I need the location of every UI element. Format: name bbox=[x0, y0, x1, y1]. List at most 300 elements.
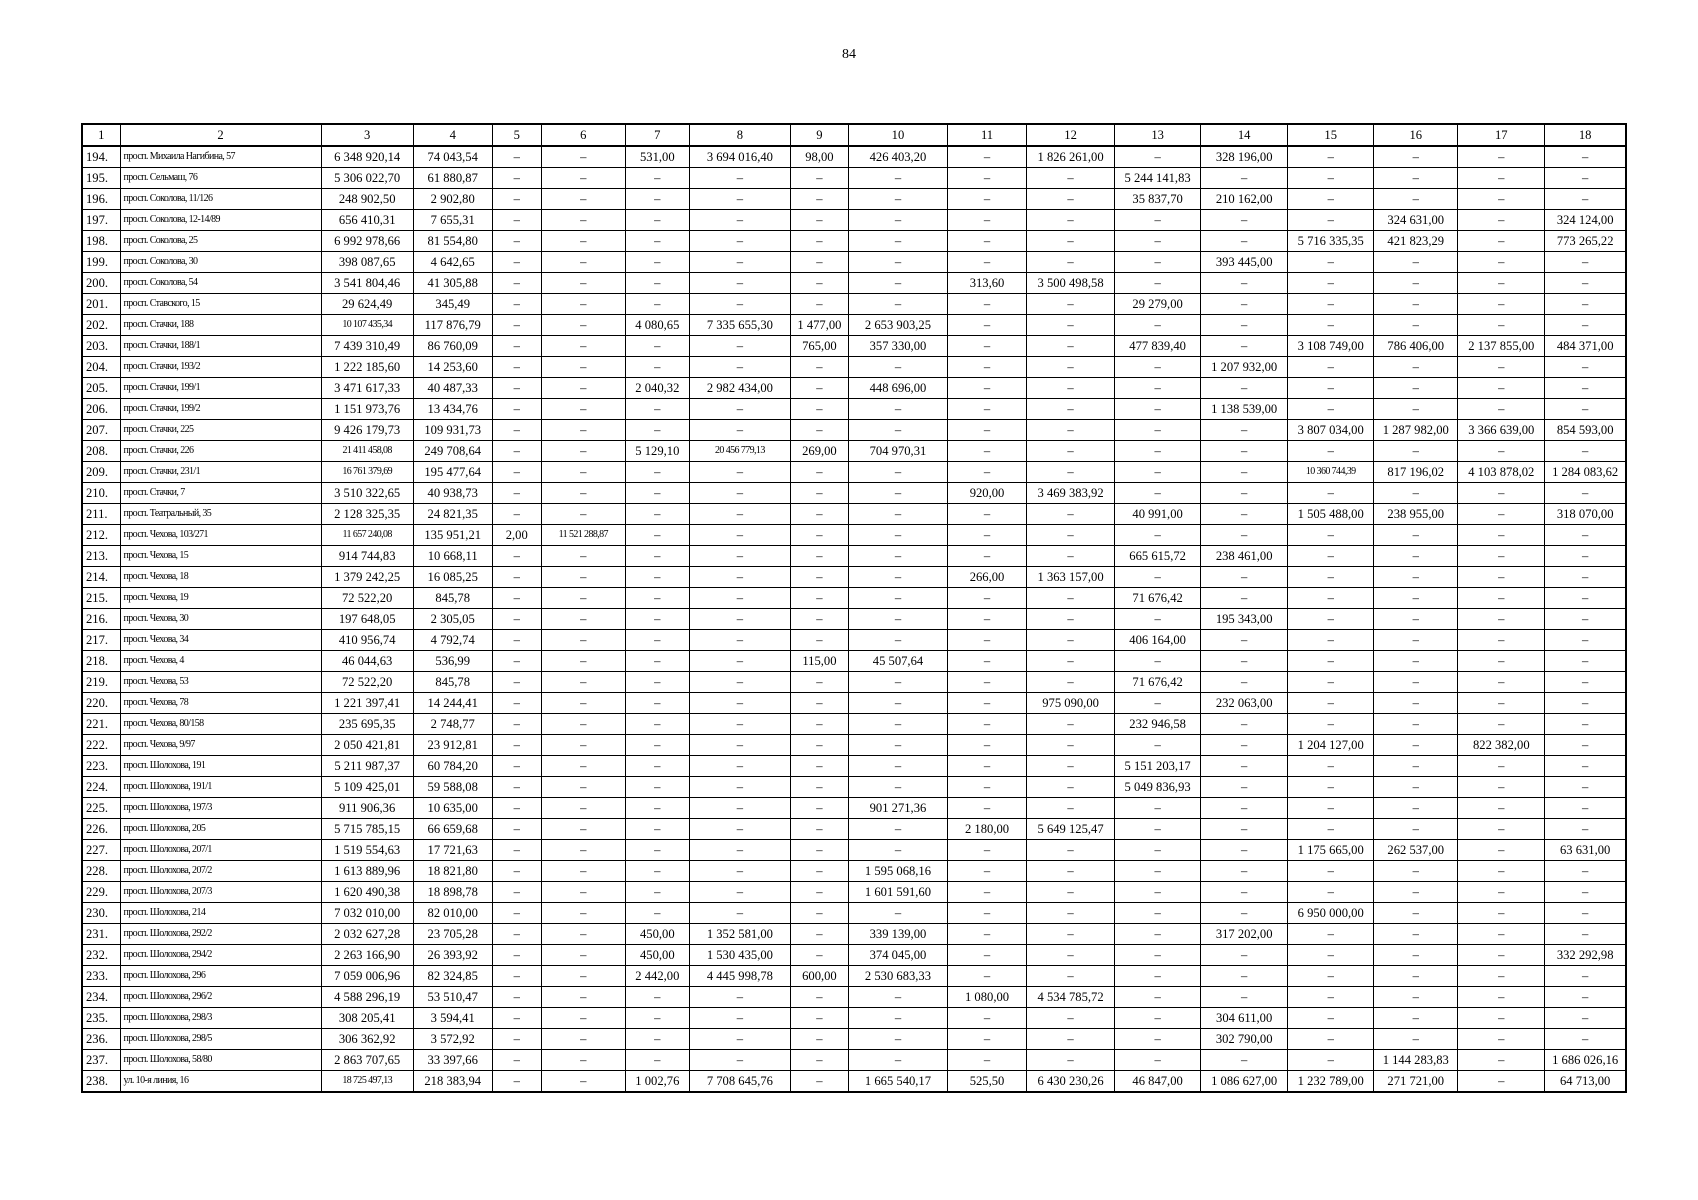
column-header: 6 bbox=[541, 124, 625, 146]
value-cell: – bbox=[1288, 441, 1374, 462]
value-cell: 235 695,35 bbox=[321, 714, 413, 735]
address-cell: просп. Михаила Нагибина, 57 bbox=[120, 146, 321, 168]
value-cell: – bbox=[948, 924, 1027, 945]
value-cell: – bbox=[790, 777, 848, 798]
value-cell: 81 554,80 bbox=[413, 231, 492, 252]
value-cell: – bbox=[625, 210, 689, 231]
value-cell: – bbox=[1458, 903, 1545, 924]
value-cell: – bbox=[948, 609, 1027, 630]
address-cell: просп. Чехова, 78 bbox=[120, 693, 321, 714]
value-cell: 71 676,42 bbox=[1115, 588, 1201, 609]
value-cell: 2 137 855,00 bbox=[1458, 336, 1545, 357]
row-number-cell: 205. bbox=[82, 378, 120, 399]
value-cell: – bbox=[1374, 798, 1458, 819]
value-cell: 1 222 185,60 bbox=[321, 357, 413, 378]
value-cell: – bbox=[1201, 777, 1288, 798]
row-number-cell: 203. bbox=[82, 336, 120, 357]
value-cell: – bbox=[1374, 525, 1458, 546]
value-cell: – bbox=[848, 420, 947, 441]
value-cell: – bbox=[541, 357, 625, 378]
value-cell: – bbox=[541, 441, 625, 462]
row-number-cell: 200. bbox=[82, 273, 120, 294]
value-cell: – bbox=[1458, 1008, 1545, 1029]
table-row bbox=[82, 735, 1626, 756]
value-cell: 14 244,41 bbox=[413, 693, 492, 714]
value-cell: – bbox=[1458, 210, 1545, 231]
value-cell: – bbox=[1201, 567, 1288, 588]
value-cell: 21 411 458,08 bbox=[321, 441, 413, 462]
value-cell: – bbox=[1027, 777, 1115, 798]
value-cell: – bbox=[625, 903, 689, 924]
value-cell: – bbox=[848, 189, 947, 210]
value-cell: – bbox=[1374, 966, 1458, 987]
value-cell: – bbox=[1201, 462, 1288, 483]
value-cell: – bbox=[689, 483, 790, 504]
value-cell: – bbox=[689, 294, 790, 315]
value-cell: – bbox=[790, 840, 848, 861]
value-cell: 74 043,54 bbox=[413, 146, 492, 168]
row-number-cell: 231. bbox=[82, 924, 120, 945]
value-cell: – bbox=[1374, 315, 1458, 336]
value-cell: – bbox=[1201, 630, 1288, 651]
value-cell: – bbox=[541, 840, 625, 861]
value-cell: – bbox=[689, 756, 790, 777]
value-cell: – bbox=[541, 504, 625, 525]
table-row bbox=[82, 924, 1626, 945]
value-cell: 817 196,02 bbox=[1374, 462, 1458, 483]
value-cell: – bbox=[1458, 168, 1545, 189]
table-row bbox=[82, 168, 1626, 189]
value-cell: – bbox=[848, 609, 947, 630]
value-cell: – bbox=[1458, 1029, 1545, 1050]
value-cell: – bbox=[541, 924, 625, 945]
value-cell: – bbox=[689, 273, 790, 294]
value-cell: – bbox=[492, 966, 541, 987]
table-row bbox=[82, 861, 1626, 882]
page-number: 84 bbox=[842, 47, 856, 62]
value-cell: 23 912,81 bbox=[413, 735, 492, 756]
address-cell: просп. Стачки, 188 bbox=[120, 315, 321, 336]
value-cell: 6 348 920,14 bbox=[321, 146, 413, 168]
value-cell: – bbox=[790, 819, 848, 840]
value-cell: 357 330,00 bbox=[848, 336, 947, 357]
value-cell: – bbox=[625, 735, 689, 756]
value-cell: 1 477,00 bbox=[790, 315, 848, 336]
value-cell: 238 461,00 bbox=[1201, 546, 1288, 567]
value-cell: – bbox=[1288, 945, 1374, 966]
value-cell: – bbox=[948, 378, 1027, 399]
value-cell: – bbox=[1115, 651, 1201, 672]
value-cell: – bbox=[1115, 378, 1201, 399]
value-cell: 3 594,41 bbox=[413, 1008, 492, 1029]
value-cell: – bbox=[1374, 588, 1458, 609]
value-cell: – bbox=[492, 840, 541, 861]
value-cell: – bbox=[1458, 483, 1545, 504]
value-cell: 266,00 bbox=[948, 567, 1027, 588]
value-cell: – bbox=[1027, 966, 1115, 987]
value-cell: – bbox=[1027, 840, 1115, 861]
address-cell: просп. Сельмаш, 76 bbox=[120, 168, 321, 189]
value-cell: – bbox=[625, 672, 689, 693]
value-cell: – bbox=[689, 840, 790, 861]
value-cell: – bbox=[1201, 756, 1288, 777]
value-cell: – bbox=[625, 693, 689, 714]
value-cell: – bbox=[790, 483, 848, 504]
value-cell: – bbox=[541, 693, 625, 714]
value-cell: – bbox=[1288, 294, 1374, 315]
value-cell: – bbox=[790, 693, 848, 714]
row-number-cell: 195. bbox=[82, 168, 120, 189]
row-number-cell: 197. bbox=[82, 210, 120, 231]
value-cell: – bbox=[790, 630, 848, 651]
value-cell: – bbox=[1288, 146, 1374, 168]
value-cell: 765,00 bbox=[790, 336, 848, 357]
value-cell: 109 931,73 bbox=[413, 420, 492, 441]
value-cell: 7 335 655,30 bbox=[689, 315, 790, 336]
value-cell: – bbox=[1115, 735, 1201, 756]
address-cell: просп. Чехова, 30 bbox=[120, 609, 321, 630]
value-cell: – bbox=[790, 420, 848, 441]
value-cell: – bbox=[689, 189, 790, 210]
value-cell: – bbox=[492, 819, 541, 840]
value-cell: – bbox=[1288, 693, 1374, 714]
address-cell: просп. Шолохова, 214 bbox=[120, 903, 321, 924]
value-cell: 2 180,00 bbox=[948, 819, 1027, 840]
address-cell: просп. Шолохова, 298/3 bbox=[120, 1008, 321, 1029]
value-cell: – bbox=[1027, 525, 1115, 546]
value-cell: 406 164,00 bbox=[1115, 630, 1201, 651]
value-cell: 23 705,28 bbox=[413, 924, 492, 945]
value-cell: – bbox=[1545, 714, 1626, 735]
address-cell: просп. Стачки, 231/1 bbox=[120, 462, 321, 483]
value-cell: – bbox=[1374, 189, 1458, 210]
value-cell: – bbox=[1027, 315, 1115, 336]
value-cell: – bbox=[1288, 588, 1374, 609]
row-number-cell: 209. bbox=[82, 462, 120, 483]
value-cell: 232 063,00 bbox=[1201, 693, 1288, 714]
value-cell: 845,78 bbox=[413, 588, 492, 609]
value-cell: – bbox=[541, 1071, 625, 1093]
address-cell: просп. Чехова, 80/158 bbox=[120, 714, 321, 735]
row-number-cell: 199. bbox=[82, 252, 120, 273]
value-cell: – bbox=[625, 567, 689, 588]
value-cell: – bbox=[625, 168, 689, 189]
value-cell: – bbox=[689, 420, 790, 441]
value-cell: – bbox=[1027, 903, 1115, 924]
value-cell: 4 792,74 bbox=[413, 630, 492, 651]
value-cell: 1 086 627,00 bbox=[1201, 1071, 1288, 1093]
value-cell: – bbox=[541, 609, 625, 630]
value-cell: 7 032 010,00 bbox=[321, 903, 413, 924]
value-cell: – bbox=[492, 630, 541, 651]
value-cell: – bbox=[1458, 525, 1545, 546]
value-cell: – bbox=[1458, 294, 1545, 315]
value-cell: – bbox=[492, 798, 541, 819]
value-cell: – bbox=[689, 525, 790, 546]
value-cell: 448 696,00 bbox=[848, 378, 947, 399]
value-cell: 5 716 335,35 bbox=[1288, 231, 1374, 252]
column-header: 8 bbox=[689, 124, 790, 146]
value-cell: 1 379 242,25 bbox=[321, 567, 413, 588]
value-cell: – bbox=[948, 189, 1027, 210]
value-cell: 2 748,77 bbox=[413, 714, 492, 735]
value-cell: – bbox=[1545, 966, 1626, 987]
value-cell: – bbox=[948, 462, 1027, 483]
value-cell: – bbox=[1201, 840, 1288, 861]
value-cell: – bbox=[848, 546, 947, 567]
value-cell: – bbox=[1288, 609, 1374, 630]
value-cell: 1 826 261,00 bbox=[1027, 146, 1115, 168]
value-cell: – bbox=[492, 735, 541, 756]
value-cell: – bbox=[625, 630, 689, 651]
value-cell: – bbox=[625, 798, 689, 819]
value-cell: – bbox=[790, 861, 848, 882]
value-cell: – bbox=[790, 987, 848, 1008]
value-cell: 1 002,76 bbox=[625, 1071, 689, 1093]
value-cell: 2 863 707,65 bbox=[321, 1050, 413, 1071]
value-cell: – bbox=[492, 1050, 541, 1071]
value-cell: – bbox=[848, 504, 947, 525]
value-cell: – bbox=[790, 1050, 848, 1071]
value-cell: 1 613 889,96 bbox=[321, 861, 413, 882]
value-cell: – bbox=[689, 588, 790, 609]
value-cell: – bbox=[689, 609, 790, 630]
value-cell: – bbox=[625, 252, 689, 273]
value-cell: – bbox=[1115, 903, 1201, 924]
value-cell: – bbox=[689, 777, 790, 798]
value-cell: – bbox=[689, 1008, 790, 1029]
value-cell: – bbox=[492, 504, 541, 525]
value-cell: – bbox=[1027, 420, 1115, 441]
table-row bbox=[82, 1008, 1626, 1029]
value-cell: 218 383,94 bbox=[413, 1071, 492, 1093]
value-cell: – bbox=[1288, 315, 1374, 336]
value-cell: 7 059 006,96 bbox=[321, 966, 413, 987]
value-cell: – bbox=[1027, 924, 1115, 945]
value-cell: 2 128 325,35 bbox=[321, 504, 413, 525]
value-cell: – bbox=[541, 735, 625, 756]
value-cell: 339 139,00 bbox=[848, 924, 947, 945]
value-cell: 10 360 744,39 bbox=[1288, 462, 1374, 483]
value-cell: – bbox=[492, 168, 541, 189]
value-cell: 5 049 836,93 bbox=[1115, 777, 1201, 798]
value-cell: 115,00 bbox=[790, 651, 848, 672]
value-cell: – bbox=[1288, 168, 1374, 189]
value-cell: – bbox=[1115, 609, 1201, 630]
address-cell: просп. Соколова, 12-14/89 bbox=[120, 210, 321, 231]
value-cell: – bbox=[1458, 651, 1545, 672]
value-cell: – bbox=[948, 714, 1027, 735]
value-cell: 40 938,73 bbox=[413, 483, 492, 504]
value-cell: – bbox=[848, 483, 947, 504]
value-cell: – bbox=[1374, 861, 1458, 882]
value-cell: – bbox=[848, 672, 947, 693]
value-cell: 914 744,83 bbox=[321, 546, 413, 567]
value-cell: 704 970,31 bbox=[848, 441, 947, 462]
value-cell: 1 221 397,41 bbox=[321, 693, 413, 714]
value-cell: 665 615,72 bbox=[1115, 546, 1201, 567]
value-cell: 421 823,29 bbox=[1374, 231, 1458, 252]
value-cell: – bbox=[1027, 546, 1115, 567]
value-cell: – bbox=[1458, 399, 1545, 420]
value-cell: – bbox=[492, 693, 541, 714]
value-cell: – bbox=[948, 777, 1027, 798]
value-cell: 426 403,20 bbox=[848, 146, 947, 168]
value-cell: – bbox=[1545, 189, 1626, 210]
value-cell: – bbox=[1458, 588, 1545, 609]
value-cell: – bbox=[492, 777, 541, 798]
value-cell: 45 507,64 bbox=[848, 651, 947, 672]
value-cell: – bbox=[625, 609, 689, 630]
value-cell: – bbox=[1288, 756, 1374, 777]
address-cell: просп. Соколова, 54 bbox=[120, 273, 321, 294]
value-cell: – bbox=[689, 735, 790, 756]
value-cell: – bbox=[1458, 378, 1545, 399]
value-cell: – bbox=[625, 777, 689, 798]
value-cell: – bbox=[1545, 546, 1626, 567]
value-cell: – bbox=[1374, 819, 1458, 840]
value-cell: – bbox=[1288, 987, 1374, 1008]
value-cell: 3 469 383,92 bbox=[1027, 483, 1115, 504]
value-cell: – bbox=[790, 798, 848, 819]
value-cell: – bbox=[492, 231, 541, 252]
value-cell: 40 991,00 bbox=[1115, 504, 1201, 525]
value-cell: – bbox=[1201, 945, 1288, 966]
value-cell: – bbox=[790, 735, 848, 756]
value-cell: 2 050 421,81 bbox=[321, 735, 413, 756]
value-cell: 3 694 016,40 bbox=[689, 146, 790, 168]
value-cell: – bbox=[492, 252, 541, 273]
value-cell: – bbox=[1458, 945, 1545, 966]
value-cell: 410 956,74 bbox=[321, 630, 413, 651]
value-cell: – bbox=[1201, 882, 1288, 903]
value-cell: – bbox=[1027, 1050, 1115, 1071]
value-cell: – bbox=[1545, 882, 1626, 903]
value-cell: – bbox=[1288, 966, 1374, 987]
value-cell: – bbox=[689, 798, 790, 819]
address-cell: просп. Чехова, 15 bbox=[120, 546, 321, 567]
row-number-cell: 238. bbox=[82, 1071, 120, 1093]
value-cell: – bbox=[625, 987, 689, 1008]
value-cell: – bbox=[1115, 567, 1201, 588]
value-cell: – bbox=[1115, 882, 1201, 903]
value-cell: – bbox=[541, 567, 625, 588]
address-cell: просп. Стачки, 7 bbox=[120, 483, 321, 504]
value-cell: 195 343,00 bbox=[1201, 609, 1288, 630]
value-cell: – bbox=[848, 777, 947, 798]
value-cell: 3 366 639,00 bbox=[1458, 420, 1545, 441]
table-row bbox=[82, 357, 1626, 378]
value-cell: – bbox=[1374, 903, 1458, 924]
value-cell: – bbox=[1545, 315, 1626, 336]
value-cell: 4 534 785,72 bbox=[1027, 987, 1115, 1008]
value-cell: – bbox=[1458, 924, 1545, 945]
value-cell: – bbox=[848, 735, 947, 756]
value-cell: – bbox=[1374, 252, 1458, 273]
row-number-cell: 198. bbox=[82, 231, 120, 252]
value-cell: 332 292,98 bbox=[1545, 945, 1626, 966]
value-cell: – bbox=[1545, 294, 1626, 315]
table-row bbox=[82, 798, 1626, 819]
value-cell: 33 397,66 bbox=[413, 1050, 492, 1071]
value-cell: – bbox=[1374, 777, 1458, 798]
value-cell: – bbox=[1201, 861, 1288, 882]
value-cell: – bbox=[492, 294, 541, 315]
address-cell: просп. Шолохова, 205 bbox=[120, 819, 321, 840]
value-cell: – bbox=[625, 504, 689, 525]
value-cell: – bbox=[492, 1008, 541, 1029]
value-cell: – bbox=[541, 546, 625, 567]
value-cell: – bbox=[1545, 273, 1626, 294]
value-cell: – bbox=[848, 840, 947, 861]
value-cell: 18 898,78 bbox=[413, 882, 492, 903]
value-cell: – bbox=[541, 336, 625, 357]
value-cell: – bbox=[1201, 651, 1288, 672]
value-cell: 16 761 379,69 bbox=[321, 462, 413, 483]
value-cell: – bbox=[492, 756, 541, 777]
value-cell: – bbox=[1374, 399, 1458, 420]
value-cell: 195 477,64 bbox=[413, 462, 492, 483]
value-cell: – bbox=[492, 189, 541, 210]
value-cell: – bbox=[1458, 546, 1545, 567]
value-cell: – bbox=[1288, 210, 1374, 231]
address-cell: просп. Шолохова, 294/2 bbox=[120, 945, 321, 966]
value-cell: – bbox=[625, 273, 689, 294]
value-cell: 5 649 125,47 bbox=[1027, 819, 1115, 840]
value-cell: – bbox=[1458, 252, 1545, 273]
value-cell: 14 253,60 bbox=[413, 357, 492, 378]
value-cell: – bbox=[541, 861, 625, 882]
value-cell: – bbox=[848, 1008, 947, 1029]
value-cell: 920,00 bbox=[948, 483, 1027, 504]
value-cell: – bbox=[848, 693, 947, 714]
value-cell: – bbox=[1374, 630, 1458, 651]
value-cell: – bbox=[1374, 1008, 1458, 1029]
value-cell: – bbox=[625, 189, 689, 210]
value-cell: 2 982 434,00 bbox=[689, 378, 790, 399]
value-cell: – bbox=[790, 903, 848, 924]
value-cell: – bbox=[689, 357, 790, 378]
value-cell: – bbox=[1201, 903, 1288, 924]
value-cell: – bbox=[1288, 924, 1374, 945]
value-cell: – bbox=[848, 756, 947, 777]
value-cell: – bbox=[1201, 588, 1288, 609]
value-cell: – bbox=[625, 756, 689, 777]
value-cell: – bbox=[689, 336, 790, 357]
value-cell: 2,00 bbox=[492, 525, 541, 546]
value-cell: – bbox=[1115, 252, 1201, 273]
value-cell: – bbox=[1027, 651, 1115, 672]
value-cell: – bbox=[1545, 525, 1626, 546]
value-cell: 6 950 000,00 bbox=[1288, 903, 1374, 924]
address-cell: просп. Стачки, 226 bbox=[120, 441, 321, 462]
value-cell: 135 951,21 bbox=[413, 525, 492, 546]
value-cell: 82 010,00 bbox=[413, 903, 492, 924]
value-cell: – bbox=[948, 231, 1027, 252]
value-cell: 2 530 683,33 bbox=[848, 966, 947, 987]
value-cell: 40 487,33 bbox=[413, 378, 492, 399]
value-cell: – bbox=[1545, 798, 1626, 819]
value-cell: – bbox=[1115, 483, 1201, 504]
value-cell: – bbox=[1201, 672, 1288, 693]
value-cell: – bbox=[1115, 399, 1201, 420]
address-cell: просп. Соколова, 30 bbox=[120, 252, 321, 273]
row-number-cell: 224. bbox=[82, 777, 120, 798]
value-cell: – bbox=[848, 1029, 947, 1050]
value-cell: – bbox=[1288, 798, 1374, 819]
value-cell: – bbox=[1115, 146, 1201, 168]
value-cell: 3 500 498,58 bbox=[1027, 273, 1115, 294]
